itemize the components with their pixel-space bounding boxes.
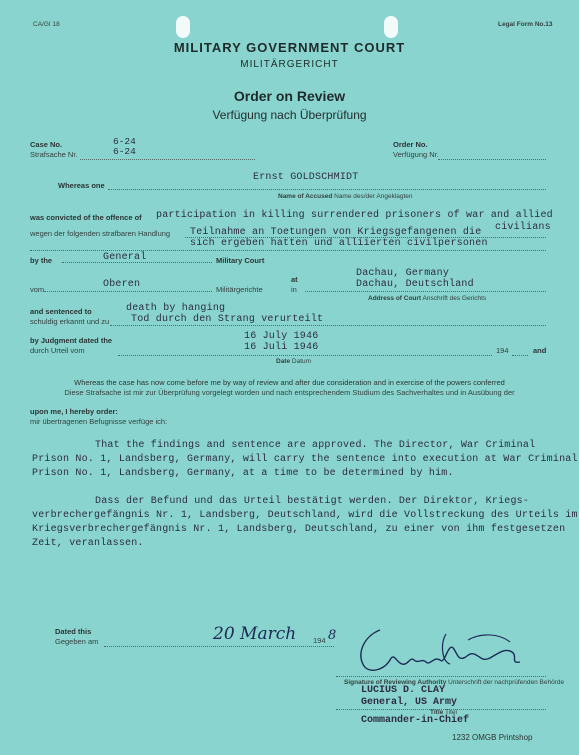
order-en-line-1: That the findings and sentence are approved. The Director, War Criminal [95, 440, 536, 451]
offence-label: was convicted of the offence of [30, 213, 142, 222]
judgment-date-en: 16 July 1946 [244, 331, 319, 342]
judgment-dated-label-de: durch Urteil vom [30, 346, 85, 355]
form-code: CA/GI 18 [33, 21, 60, 28]
court-title: MILITARY GOVERNMENT COURT [173, 40, 406, 55]
court-address-en: Dachau, Germany [356, 268, 450, 279]
order-no-label: Order No. [393, 140, 428, 149]
upon-me-label-de: mir übertragenen Befugnisse verfüge ich: [30, 417, 168, 426]
in-label: in [291, 285, 297, 294]
case-no-label-de: Strafsache Nr. [30, 150, 78, 159]
at-label: at [291, 275, 298, 284]
signer-name: LUCIUS D. CLAY [361, 685, 446, 696]
military-court-label: Military Court [216, 256, 265, 265]
offence-label-de: wegen der folgenden strafbaren Handlung [30, 229, 171, 238]
offence-text-de-1: Teilnahme an Toetungen von Kriegsgefangenen die [190, 227, 482, 238]
title-caption: Title [430, 709, 444, 716]
address-caption: Address of Court [368, 295, 422, 302]
court-address-de: Dachau, Deutschland [356, 279, 474, 290]
whereas-review-en: Whereas the case has now come before me by way of review and after due consideration and in exercise of the powers conferred [74, 378, 505, 387]
address-caption-de: Anschrift des Gerichts [422, 295, 487, 302]
whereas-review-de: Diese Strafsache ist mir zur Überprüfung vorgelegt worden und nach entsprechendem Studium des Sachverhaltes und in Ausübung der [64, 388, 515, 397]
order-no-label-de: Verfügung Nr. [393, 150, 439, 159]
printer-imprint: 1232 OMGB Printshop [452, 733, 533, 742]
dated-this-label-de: Gegeben am [55, 637, 99, 646]
order-de-line-1: Dass der Befund und das Urteil bestätigt werden. Der Direktor, Kriegs- [95, 496, 530, 507]
order-title: Order on Review [233, 88, 346, 104]
vom-label: vom [30, 285, 45, 294]
upon-me-label: upon me, I hereby order: [30, 407, 118, 416]
accused-name: Ernst GOLDSCHMIDT [253, 172, 359, 183]
judgment-dated-label: by Judgment dated the [30, 336, 113, 345]
year-prefix: 194 [496, 346, 509, 355]
by-the-label: by the [30, 256, 53, 265]
date-caption: Date [276, 358, 291, 365]
signer-rank: General, US Army [361, 697, 458, 708]
sentenced-label: and sentenced to [30, 307, 92, 316]
offence-text-en: participation in killing surrendered prisoners of war and allied [156, 210, 553, 221]
case-no-label: Case No. [30, 140, 63, 149]
signature-caption: Signature of Reviewing Authority [344, 679, 447, 686]
judgment-date-de: 16 Juli 1946 [244, 342, 319, 353]
order-de-line-3: Kriegsverbrechergefängnis Nr. 1, Landsberg, Deutschland, zu einer von ihm festgesetzen [32, 524, 566, 535]
year-handwritten: 8 [328, 628, 337, 643]
sentenced-label-de: schuldig erkannt und zu [30, 317, 110, 326]
case-no-value: 6-24 [113, 136, 136, 147]
court-title-de: MILITÄRGERICHT [240, 59, 339, 70]
offence-text-de-2: sich ergeben hatten und alliierten civilpersonen [190, 238, 488, 249]
court-type-de: Oberen [103, 279, 141, 290]
militaergerichte-label: Militärgerichte [216, 285, 263, 294]
order-title-de: Verfügung nach Überprüfung [212, 108, 367, 122]
signature-caption-de: Unterschrift der nachprüfenden Behörde [448, 679, 565, 686]
order-en-line-2: Prison No. 1, Landsberg, Germany, will carry the sentence into execution at War Criminal [32, 454, 578, 465]
reviewer-signature [350, 622, 540, 678]
dated-handwritten: 20 March [213, 624, 297, 644]
accused-caption: Name of Accused [278, 193, 333, 200]
punch-hole [176, 16, 190, 38]
dated-this-label: Dated this [55, 627, 92, 636]
order-de-line-4: Zeit, veranlassen. [32, 538, 144, 549]
and-label: and [533, 346, 547, 355]
date-caption-de: Datum [291, 358, 312, 365]
sentence-text-en: death by hanging [126, 303, 226, 314]
title-caption-de: Titel [444, 709, 457, 716]
order-en-line-3: Prison No. 1, Landsberg, Germany, at a time to be determined by him. [32, 468, 454, 479]
accused-caption-de: Name des/der Angeklagten [334, 193, 413, 200]
year-printed: 194 [313, 636, 326, 645]
signer-title: Commander-in-Chief [361, 715, 470, 726]
order-de-line-2: verbrechergefängnis Nr. 1, Landsberg, Deutschland, wird die Vollstreckung des Urteils im [32, 510, 578, 521]
sentence-text-de: Tod durch den Strang verurteilt [131, 314, 324, 325]
punch-hole [384, 16, 398, 38]
offence-text-en-cont: civilians [495, 222, 551, 233]
legal-form-number: Legal Form No.13 [498, 21, 553, 28]
case-no-value-de: 6-24 [113, 146, 136, 157]
whereas-one-label: Whereas one [58, 181, 105, 190]
court-type: General [103, 252, 147, 263]
